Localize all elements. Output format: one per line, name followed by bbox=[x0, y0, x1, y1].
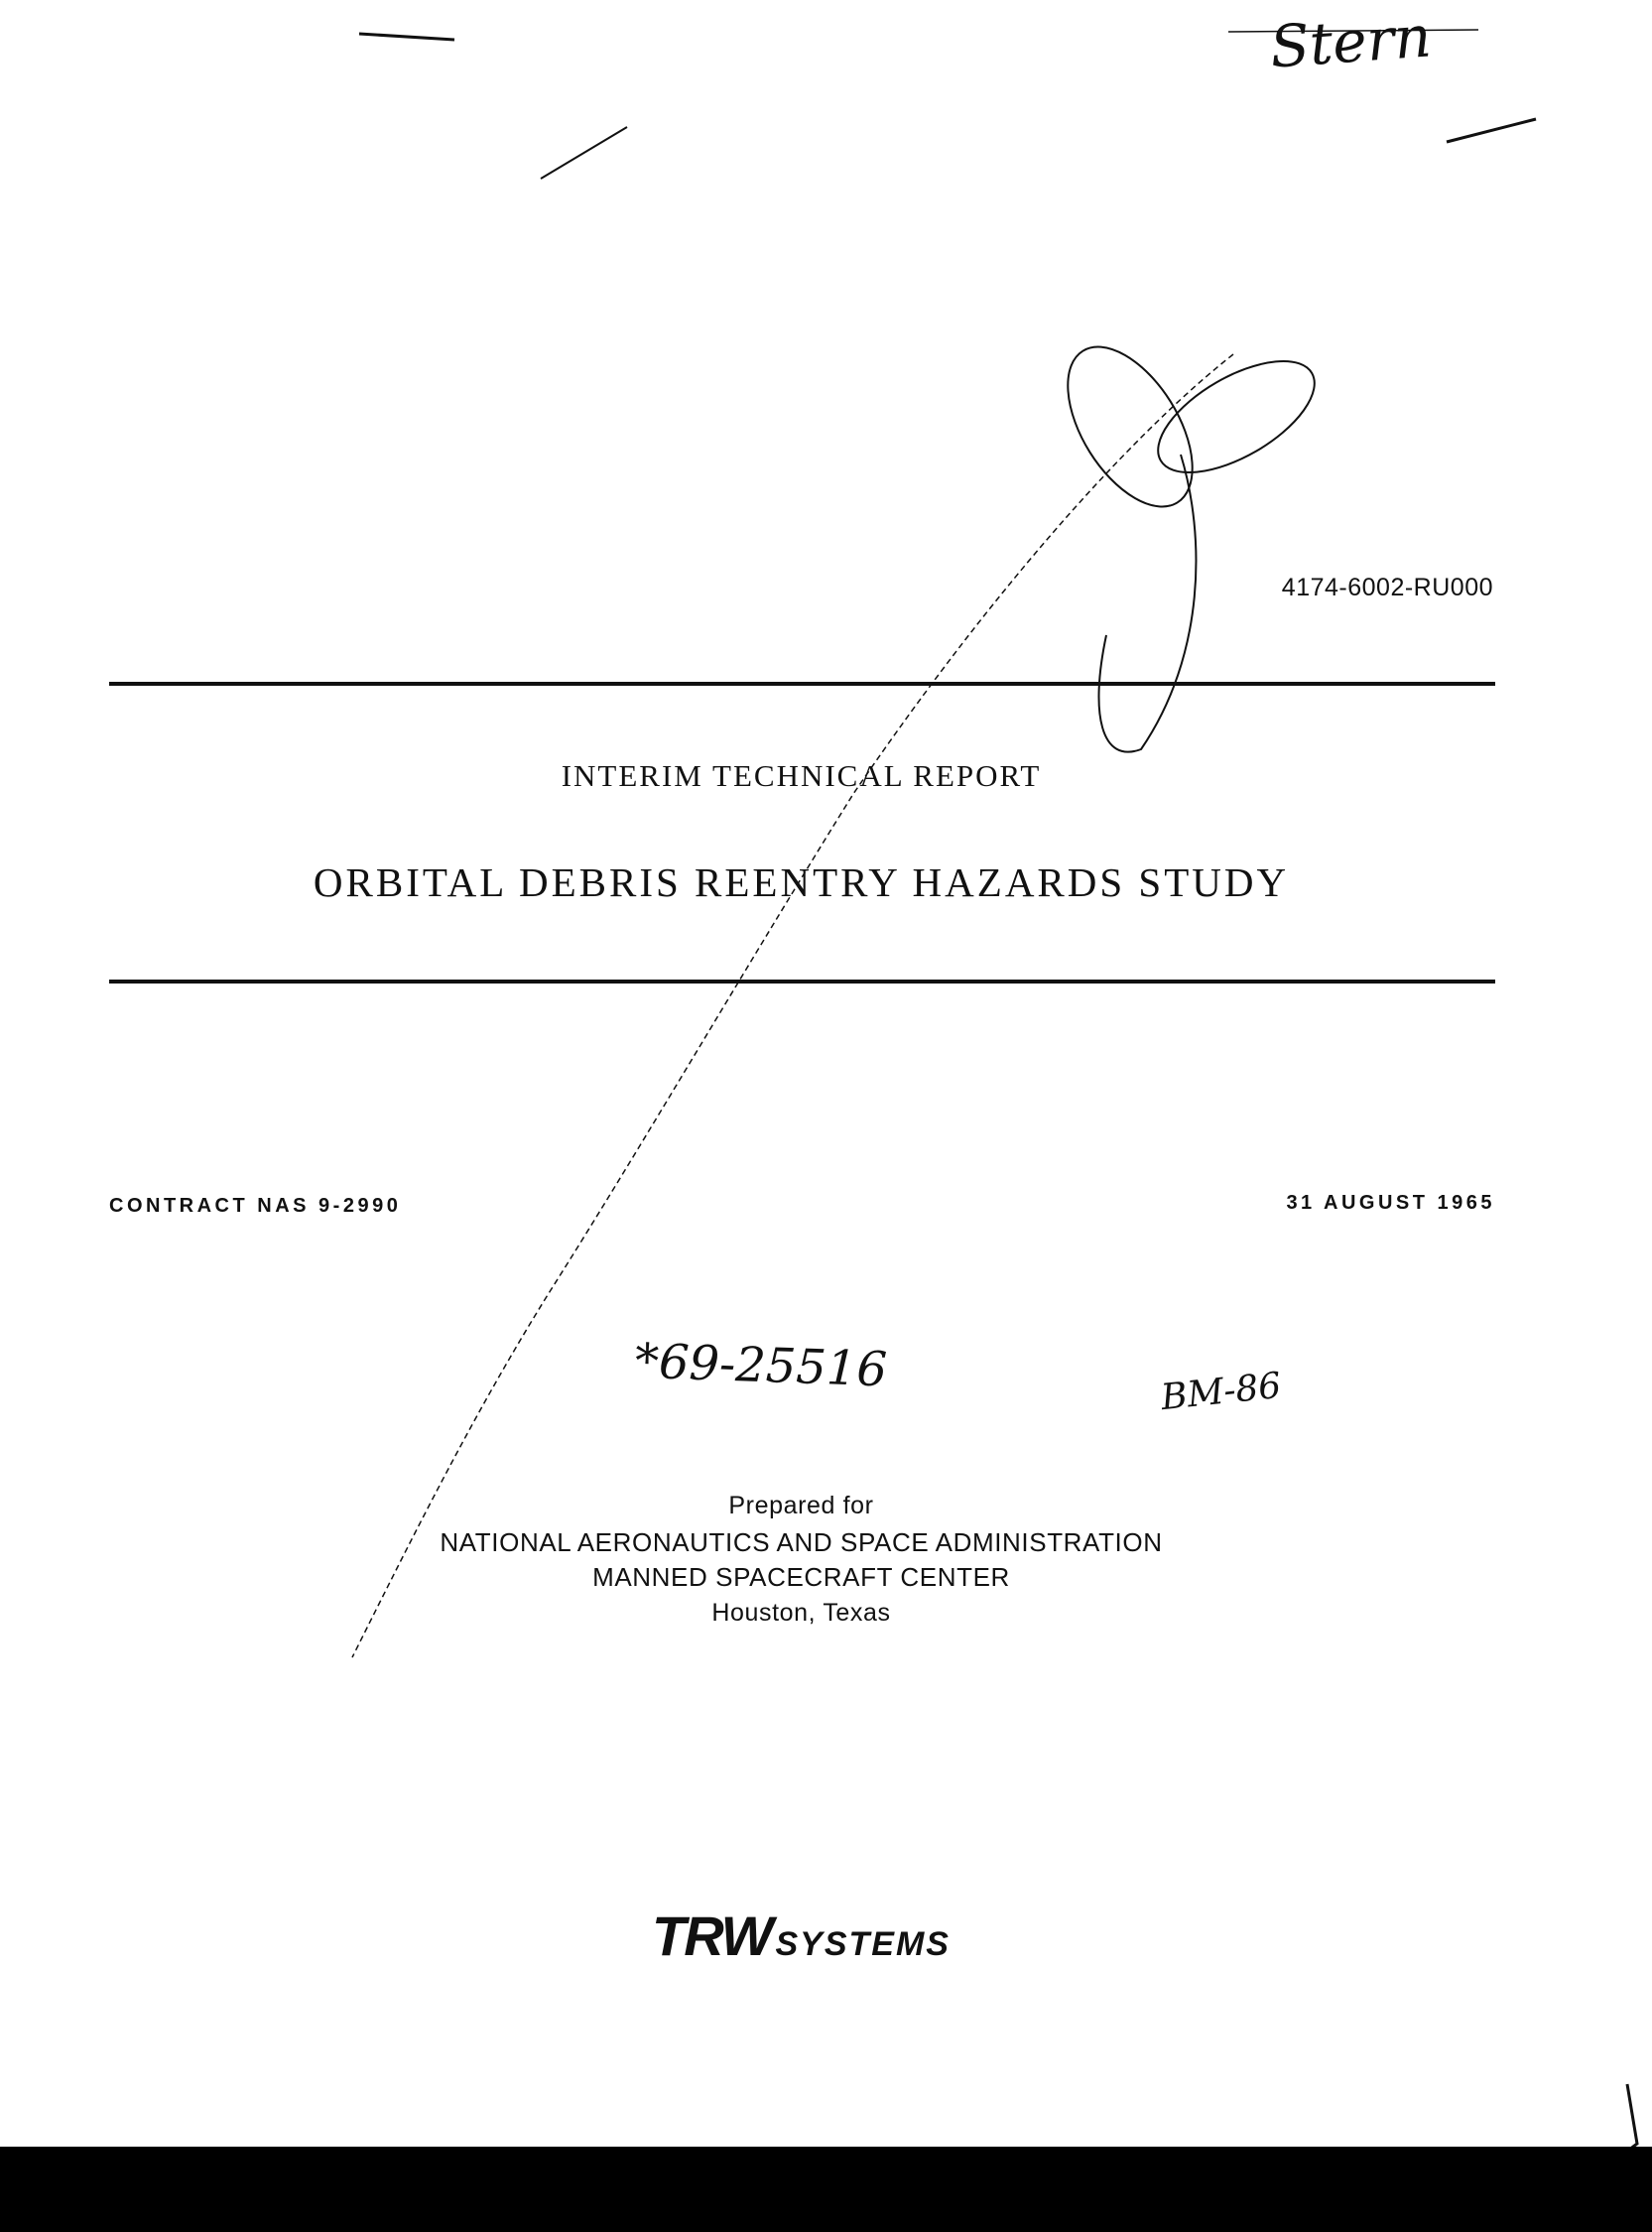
report-type: INTERIM TECHNICAL REPORT bbox=[561, 758, 1042, 793]
logo-suffix: SYSTEMS bbox=[775, 1925, 951, 1963]
agency-name: NATIONAL AERONAUTICS AND SPACE ADMINISTRATION bbox=[440, 1527, 1163, 1557]
document-number: 4174-6002-RU000 bbox=[1281, 574, 1493, 601]
trw-systems-logo bbox=[0, 1904, 1602, 1968]
handwritten-signature: Stern bbox=[1267, 2, 1434, 81]
scan-edge-bar bbox=[0, 2147, 1652, 2232]
contract-number: CONTRACT NAS 9-2990 bbox=[109, 1195, 402, 1217]
handwritten-accession-number: *69-25516 bbox=[634, 1333, 888, 1398]
logo-brand: TRW bbox=[652, 1904, 772, 1967]
top-divider bbox=[109, 682, 1495, 686]
report-date: 31 AUGUST 1965 bbox=[1286, 1192, 1495, 1214]
handwritten-code: BM-86 bbox=[1159, 1365, 1284, 1419]
center-location: Houston, Texas bbox=[711, 1599, 891, 1627]
center-name: MANNED SPACECRAFT CENTER bbox=[592, 1562, 1010, 1592]
orbit-sketch bbox=[352, 326, 1332, 1657]
bottom-divider bbox=[109, 980, 1495, 984]
report-title: ORBITAL DEBRIS REENTRY HAZARDS STUDY bbox=[313, 859, 1290, 905]
prepared-for-label: Prepared for bbox=[728, 1492, 874, 1519]
